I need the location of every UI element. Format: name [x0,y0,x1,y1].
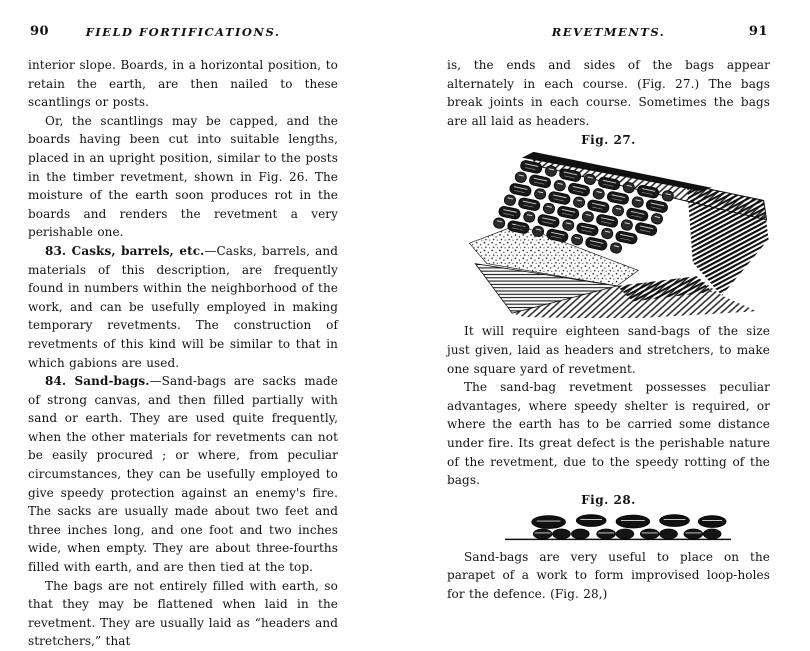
left-page-number: 90 [30,24,50,39]
left-page-body [28,56,338,651]
paragraph-advantages: The sand-bag revetment possesses peculiar advantages, where speedy shelter is required, or where the earth has to be carried some distance under fire. Its great defect is the perishable nature of the revetment, due to the speedy rotting of the bags. [447,380,770,488]
section-text-casks: —Casks, barrels, and materials of this description, are frequently found in numbers within the neighborhood of the work, and can be usefully employed in making temporary revetments. The construction of revetments of this kind will be similar to that in which gabions are used. [28,243,338,370]
paragraph-loop-holes: Sand-bags are very useful to place on the parapet of a work to form improvised loop-holes for the defence. (Fig. 28,) [447,549,770,601]
fig27-caption: Fig. 27. [581,133,636,148]
left-page [28,24,338,651]
fig27-sandbag-wall-drawing [467,148,769,318]
right-page [447,24,770,604]
paragraph-eighteen-bags: It will require eighteen sand-bags of the size just given, laid as headers and stretchers, to make one square yard of revetment. [447,324,770,376]
paragraph-ends-and-sides: is, the ends and sides of the bags appear alternately in each course. (Fig. 27.) The bags break joints in each course. Sometimes the bags are all laid as headers. [447,58,770,128]
paragraph-bags-not-filled: The bags are not entirely filled with earth, so that they may be flattened when laid in the revetment. They are usually laid as “headers and stretchers,” that [28,578,338,649]
paragraph-casks-barrels [28,242,338,372]
left-page-header [28,24,338,40]
left-running-head: FIELD FORTIFICATIONS. [85,25,281,39]
fig28-caption: Fig. 28. [581,492,636,507]
section-text-sandbags: —Sand-bags are sacks made of strong canvas, and then filled partially with sand or earth. They are used quite frequently, when the other materials for revetments can not be easily procured ; or where, from peculiar circumstances, they can be usefully employed to give speedy protection against an enemy's fire. The sacks are usually made about two feet and three inches long, and one foot and two inches wide, when empty. They are about three-fourths filled with earth, and are then tied at the top. [28,374,338,575]
right-running-head: REVETMENTS. [551,25,666,39]
paragraph-scantlings-capped: Or, the scantlings may be capped, and the boards having been cut into suitable lengths, placed in an upright position, similar to the posts in the timber revetment, shown in Fig. 26. The moisture of the earth soon produces rot in the boards and renders the revetment a very perishable one. [28,113,338,240]
section-heading-casks: 83. Casks, barrels, etc. [45,243,205,258]
fig28-loopholes-drawing [503,508,733,544]
paragraph-interior-slope: interior slope. Boards, in a horizontal position, to retain the earth, are then nailed to these scantlings or posts. [28,58,338,110]
paragraph-sand-bags [28,372,338,577]
right-page-header [447,24,770,40]
right-page-body [447,56,770,604]
fig27-illustration [467,148,769,318]
right-page-number: 91 [748,24,768,39]
fig28-illustration [485,508,733,544]
section-heading-sandbags: 84. Sand-bags. [45,374,150,389]
